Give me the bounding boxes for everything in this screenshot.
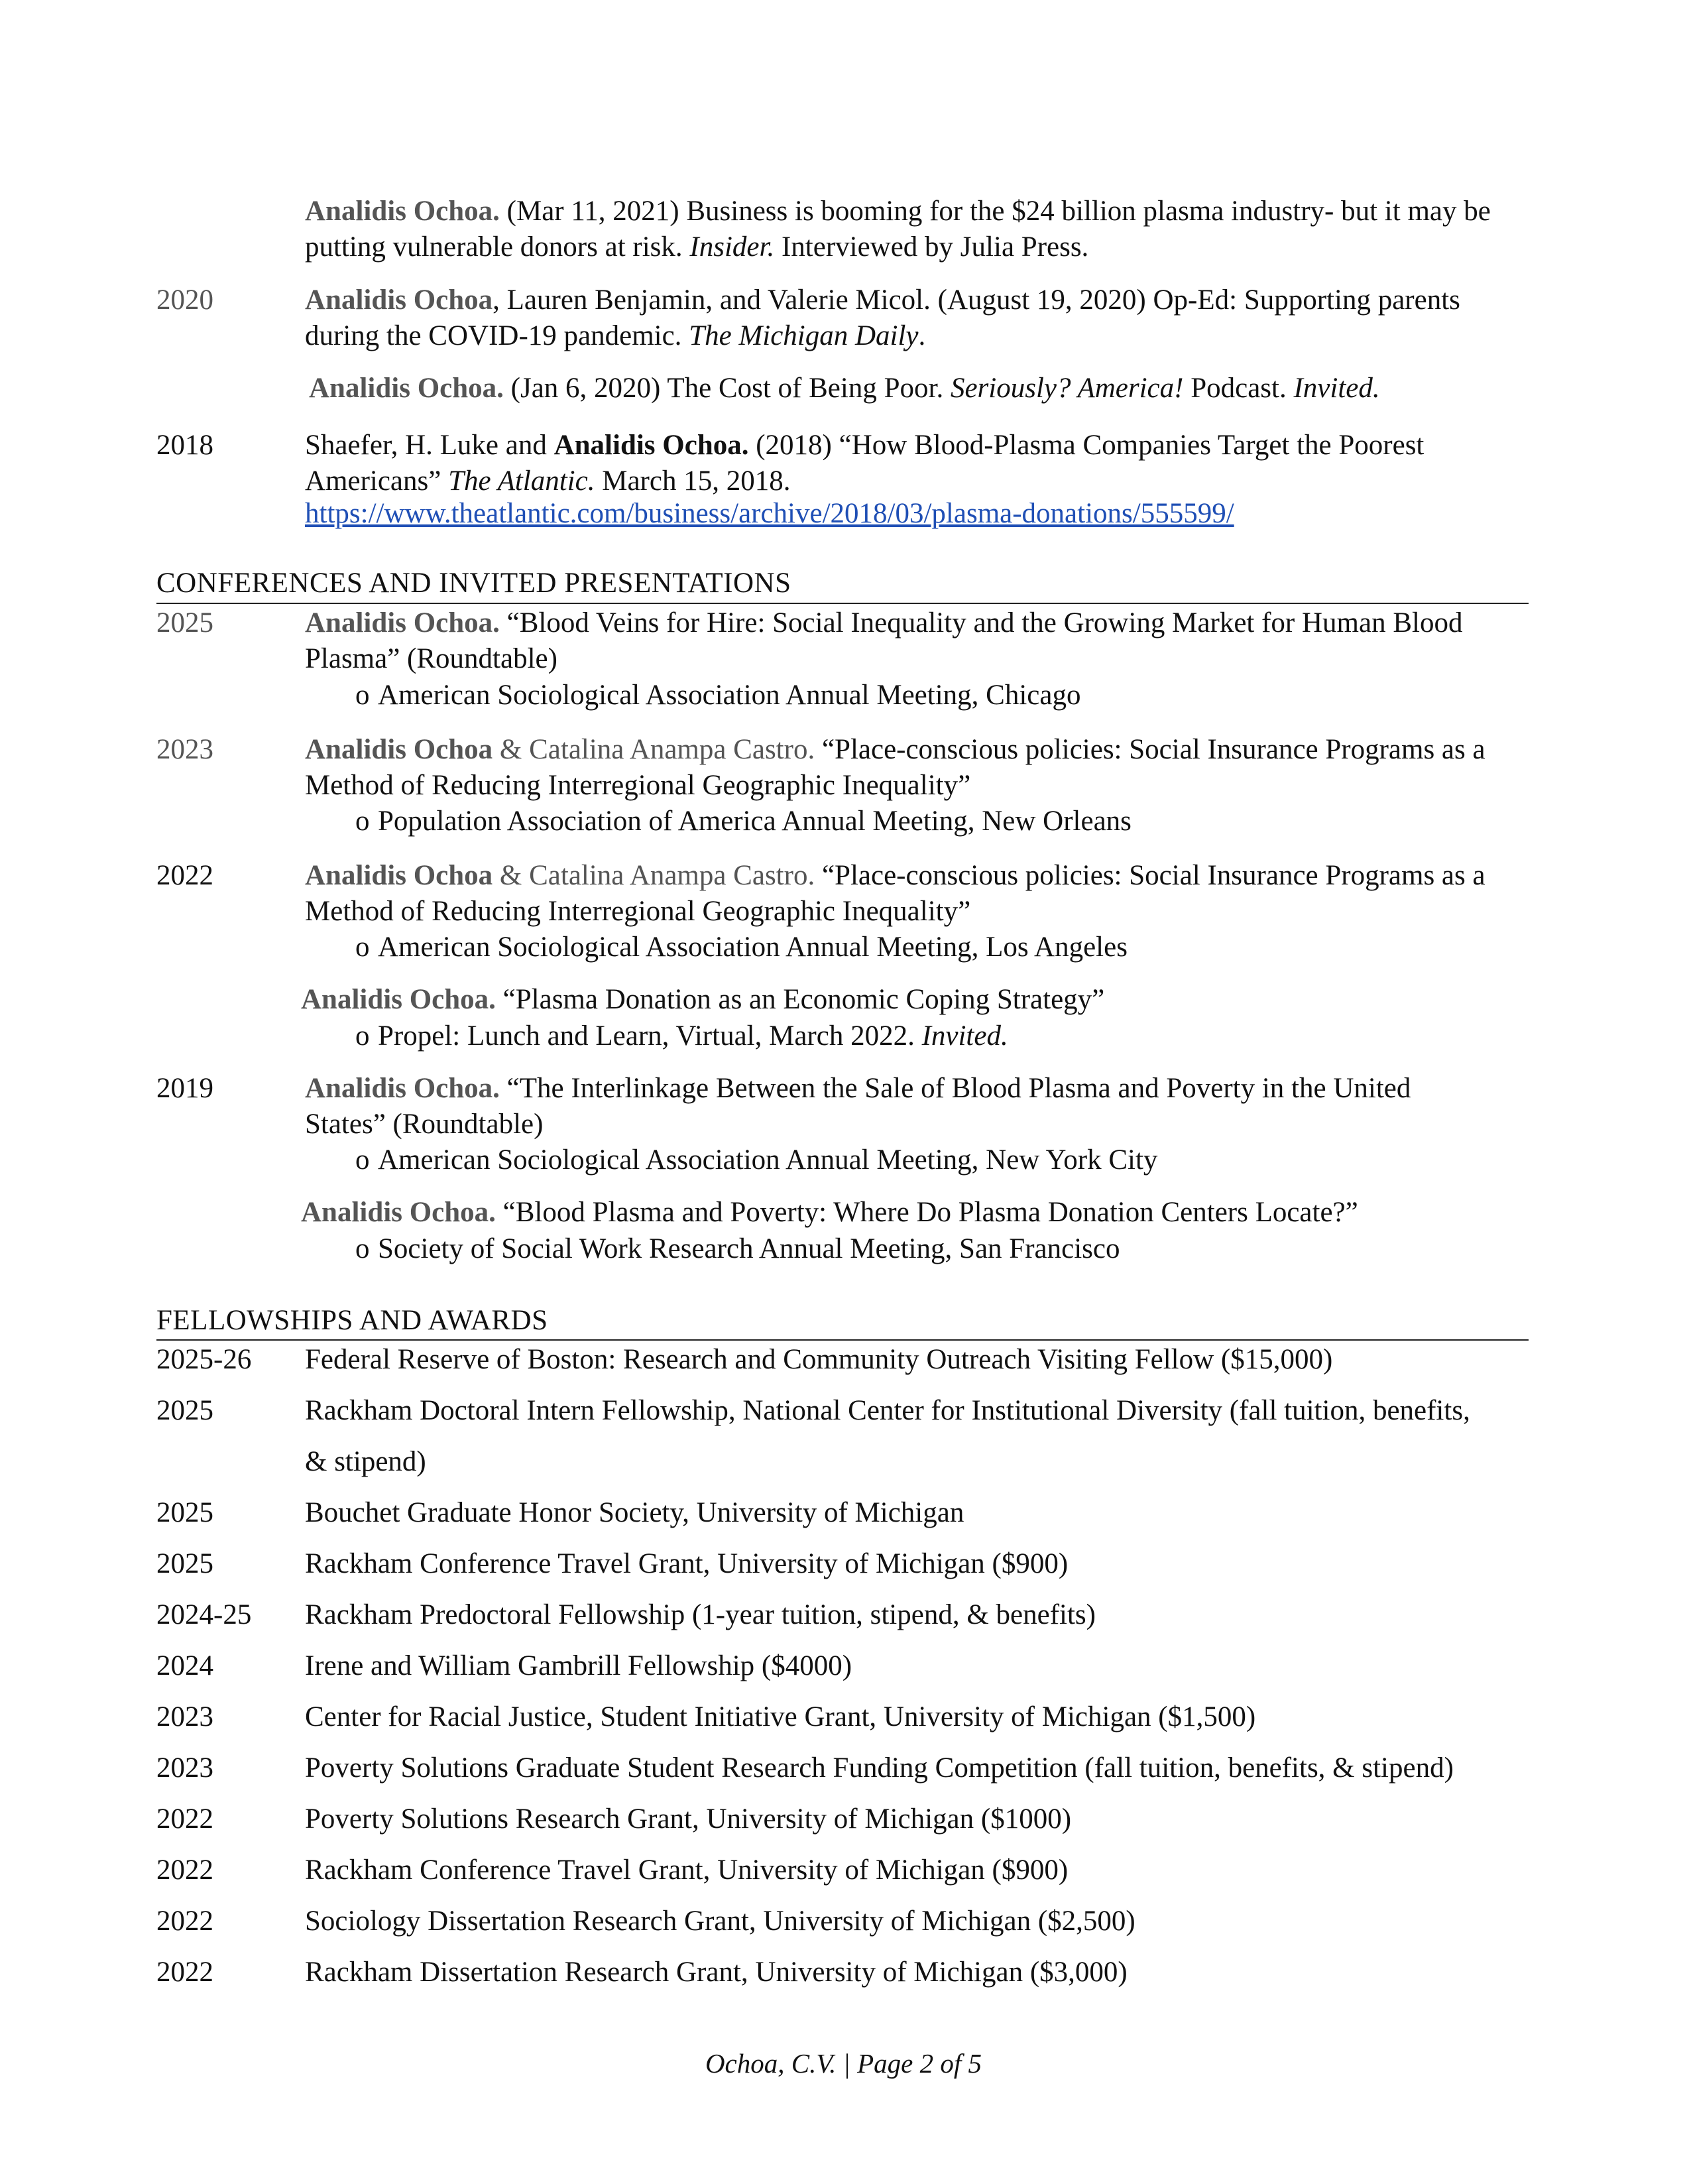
conference-1-line-2: Plasma” (Roundtable) — [305, 643, 557, 674]
media-entry-2-line-2 — [305, 318, 925, 354]
venue-text: Society of Social Work Research Annual Meeting, San Francisco — [378, 1233, 1120, 1264]
entry-text: & — [493, 860, 530, 891]
award-year: 2024 — [156, 1650, 213, 1681]
venue-text: American Sociological Association Annual Meeting, Los Angeles — [378, 932, 1128, 963]
bullet-icon: o — [355, 806, 370, 837]
conference-2-venue — [355, 804, 1132, 839]
conference-4-line-1 — [301, 982, 1104, 1018]
author-name: Analidis Ochoa. — [553, 430, 749, 461]
award-year: 2025 — [156, 1548, 213, 1579]
entry-text: March 15, 2018. — [595, 465, 791, 497]
entry-text: Shaefer, H. Luke and — [305, 430, 554, 461]
award-year: 2023 — [156, 1752, 213, 1784]
award-year: 2024-25 — [156, 1599, 252, 1630]
outlet-name: The Michigan Daily — [689, 320, 919, 351]
award-text: Rackham Conference Travel Grant, University of Michigan ($900) — [305, 1548, 1069, 1579]
bullet-icon: o — [355, 1144, 370, 1176]
award-text: Rackham Doctoral Intern Fellowship, National Center for Institutional Diversity (fall tuition, benefits, — [305, 1395, 1470, 1426]
entry-text: “Place-conscious policies: Social Insurance Programs as a — [815, 734, 1485, 765]
year-label: 2022 — [156, 860, 213, 891]
author-name: Analidis Ochoa — [305, 734, 493, 765]
award-text-continued: & stipend) — [305, 1446, 426, 1477]
award-text: Bouchet Graduate Honor Society, University of Michigan — [305, 1497, 964, 1528]
award-year: 2022 — [156, 1957, 213, 1988]
invited-note: Invited. — [1293, 373, 1380, 404]
award-text: Center for Racial Justice, Student Initiative Grant, University of Michigan ($1,500) — [305, 1701, 1256, 1732]
media-entry-4-line-2 — [305, 463, 790, 499]
bullet-icon: o — [355, 932, 370, 963]
outlet-name: Seriously? America! — [950, 373, 1184, 404]
entry-text: (2018) “How Blood-Plasma Companies Target the Poorest — [748, 430, 1425, 461]
year-label: 2020 — [156, 284, 213, 316]
award-text: Poverty Solutions Research Grant, University of Michigan ($1000) — [305, 1803, 1072, 1835]
award-year: 2025-26 — [156, 1344, 252, 1375]
entry-text: putting vulnerable donors at risk. — [305, 231, 690, 263]
award-year: 2025 — [156, 1395, 213, 1426]
author-name: Analidis Ochoa — [305, 860, 493, 891]
entry-text: Podcast. — [1183, 373, 1294, 404]
entry-text: during the COVID-19 pandemic. — [305, 320, 689, 351]
entry-text: “The Interlinkage Between the Sale of Blood Plasma and Poverty in the United — [499, 1073, 1411, 1104]
conference-2-line-1 — [305, 732, 1485, 768]
author-name: Analidis Ochoa. — [305, 607, 500, 638]
venue-text: American Sociological Association Annual Meeting, New York City — [378, 1144, 1158, 1176]
award-text: Poverty Solutions Graduate Student Research Funding Competition (fall tuition, benefits, & stipend) — [305, 1752, 1454, 1784]
entry-text: (Mar 11, 2021) Business is booming for the $24 billion plasma industry- but it may be — [499, 196, 1491, 227]
conference-3-line-2: Method of Reducing Interregional Geographic Inequality” — [305, 896, 971, 927]
award-text: Sociology Dissertation Research Grant, University of Michigan ($2,500) — [305, 1906, 1135, 1937]
entry-text: “Blood Veins for Hire: Social Inequality and the Growing Market for Human Blood — [499, 607, 1463, 638]
invited-note: Invited. — [921, 1020, 1008, 1052]
author-name: Analidis Ochoa. — [309, 373, 504, 404]
entry-text: “Plasma Donation as an Economic Coping Strategy” — [495, 984, 1105, 1015]
atlantic-article-link[interactable]: https://www.theatlantic.com/business/archive/2018/03/plasma-donations/555599/ — [305, 498, 1234, 529]
award-year: 2022 — [156, 1854, 213, 1886]
conference-5-line-1 — [305, 1071, 1411, 1107]
conference-4-venue — [355, 1018, 1008, 1054]
media-entry-2-line-1 — [305, 282, 1460, 318]
venue-text: Propel: Lunch and Learn, Virtual, March 2022. — [378, 1020, 922, 1052]
entry-text: Americans” — [305, 465, 449, 497]
conference-1-venue — [355, 678, 1080, 713]
media-entry-4-line-1 — [305, 428, 1424, 463]
award-text: Rackham Conference Travel Grant, University of Michigan ($900) — [305, 1854, 1069, 1886]
author-name: Analidis Ochoa. — [301, 984, 496, 1015]
media-entry-1-line-2 — [305, 229, 1088, 265]
award-text: Rackham Dissertation Research Grant, University of Michigan ($3,000) — [305, 1957, 1128, 1988]
coauthor-name: Catalina Anampa Castro. — [529, 860, 815, 891]
conference-1-line-1 — [305, 605, 1462, 641]
award-year: 2025 — [156, 1497, 213, 1528]
entry-text: . — [918, 320, 926, 351]
outlet-name: The Atlantic. — [448, 465, 595, 497]
award-text: Irene and William Gambrill Fellowship ($4000) — [305, 1650, 852, 1681]
outlet-name: Insider. — [689, 231, 775, 263]
conference-3-venue — [355, 930, 1128, 965]
conference-5-venue — [355, 1142, 1157, 1178]
venue-text: American Sociological Association Annual Meeting, Chicago — [378, 680, 1081, 711]
award-text: Rackham Predoctoral Fellowship (1-year tuition, stipend, & benefits) — [305, 1599, 1096, 1630]
venue-text: Population Association of America Annual Meeting, New Orleans — [378, 806, 1132, 837]
author-name: Analidis Ochoa. — [301, 1197, 496, 1228]
author-name: Analidis Ochoa. — [305, 1073, 500, 1104]
media-entry-3 — [309, 371, 1380, 406]
bullet-icon: o — [355, 1233, 370, 1264]
entry-text: “Place-conscious policies: Social Insurance Programs as a — [815, 860, 1485, 891]
entry-text: Interviewed by Julia Press. — [774, 231, 1089, 263]
section-heading-conferences: CONFERENCES AND INVITED PRESENTATIONS — [156, 568, 791, 599]
section-divider — [156, 1339, 1529, 1341]
entry-text: & — [493, 734, 530, 765]
year-label: 2019 — [156, 1073, 213, 1104]
award-year: 2023 — [156, 1701, 213, 1732]
section-divider — [156, 603, 1529, 604]
conference-6-line-1 — [301, 1195, 1358, 1231]
bullet-icon: o — [355, 680, 370, 711]
entry-text: , Lauren Benjamin, and Valerie Micol. (August 19, 2020) Op-Ed: Supporting parents — [493, 284, 1460, 316]
year-label: 2023 — [156, 734, 213, 765]
bullet-icon: o — [355, 1020, 370, 1052]
year-label: 2018 — [156, 430, 213, 461]
award-year: 2022 — [156, 1803, 213, 1835]
media-entry-1-line-1 — [305, 194, 1491, 229]
conference-3-line-1 — [305, 858, 1485, 894]
page-footer: Ochoa, C.V. | Page 2 of 5 — [705, 2048, 982, 2079]
author-name: Analidis Ochoa — [305, 284, 493, 316]
conference-5-line-2: States” (Roundtable) — [305, 1109, 544, 1140]
conference-6-venue — [355, 1231, 1120, 1267]
entry-text: “Blood Plasma and Poverty: Where Do Plasma Donation Centers Locate?” — [495, 1197, 1358, 1228]
author-name: Analidis Ochoa. — [305, 196, 500, 227]
year-label: 2025 — [156, 607, 213, 638]
award-text: Federal Reserve of Boston: Research and Community Outreach Visiting Fellow ($15,000) — [305, 1344, 1333, 1375]
award-year: 2022 — [156, 1906, 213, 1937]
coauthor-name: Catalina Anampa Castro. — [529, 734, 815, 765]
section-heading-fellowships: FELLOWSHIPS AND AWARDS — [156, 1305, 548, 1336]
conference-2-line-2: Method of Reducing Interregional Geographic Inequality” — [305, 770, 971, 801]
entry-text: (Jan 6, 2020) The Cost of Being Poor. — [503, 373, 951, 404]
